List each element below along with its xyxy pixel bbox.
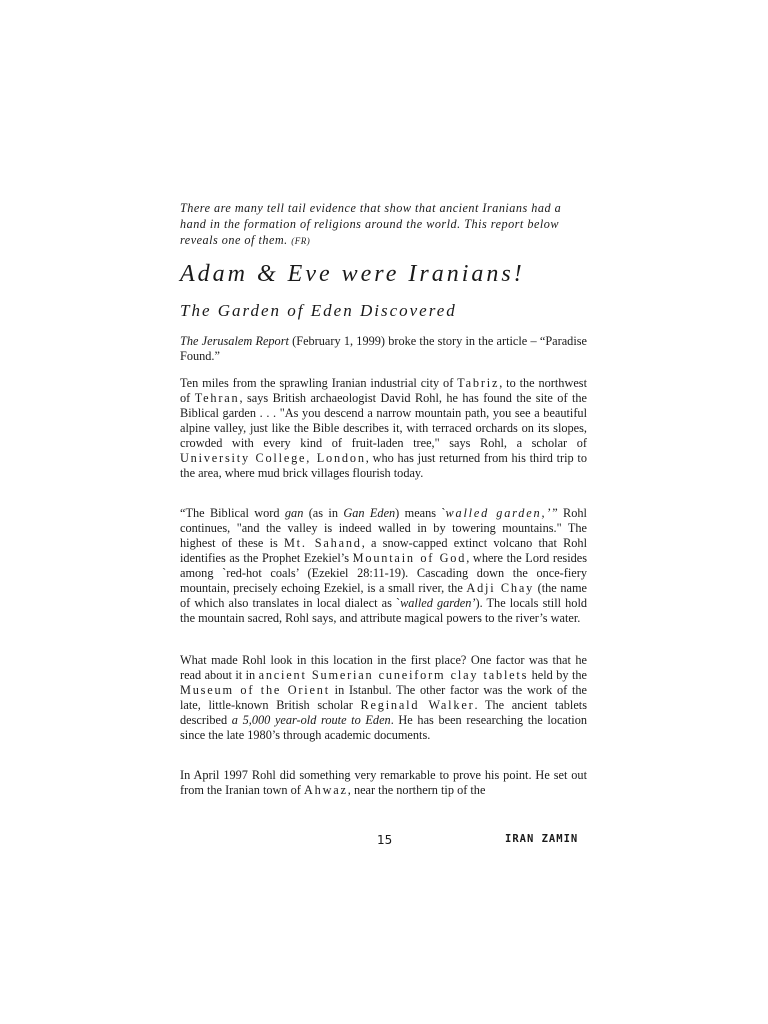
p5-text-b: , near the northern tip of the: [347, 783, 486, 797]
term-gan: gan: [284, 506, 304, 520]
place-tehran: Tehran: [194, 391, 240, 405]
p2-text-b: , to the northwest of: [180, 376, 587, 405]
page-number: 15: [377, 833, 393, 847]
museum-of-the-orient: Museum of the Orient: [180, 683, 330, 697]
paragraph-5: [180, 768, 587, 798]
p2-text-c: , says British archaeologist David Rohl, he has found the site of the Biblical garden . . . "As you descend a narrow mountain path, you see a beautiful alpine valley, just like the Bible describes it, with terraced orchards on its slopes, crowded with every kind of fruit-laden tree," says Rohl, a scholar of: [180, 391, 587, 450]
p3-text-c: ) means `: [395, 506, 446, 520]
p2-text-d: , who has just returned from his third trip to the area, where mud brick villages flourish today.: [180, 451, 587, 480]
reginald-walker: Reginald Walker: [360, 698, 475, 712]
p2-text-a: Ten miles from the sprawling Iranian industrial city of: [180, 376, 458, 390]
route-to-eden: a 5,000 year-old route to Eden: [231, 713, 391, 727]
p4-text-d: . The ancient tablets described: [180, 698, 587, 727]
p4-text-a: What made Rohl look in this location in the first place? One factor was that he read about it in: [180, 653, 587, 682]
term-walled-garden-2: walled garden’: [400, 596, 476, 610]
magazine-name: IRAN ZAMIN: [505, 833, 579, 845]
source-name: The Jerusalem Report: [180, 334, 289, 348]
term-walled-garden: walled garden,’: [445, 506, 553, 520]
p3-text-d: ” Rohl continues, "and the valley is indeed walled in by towering mountains." The highest of these is: [180, 506, 587, 550]
p3-text-b: (as in: [303, 506, 344, 520]
paragraph-2: [180, 376, 587, 481]
paragraph-4: [180, 653, 587, 743]
intro-text: There are many tell tail evidence that show that ancient Iranians had a hand in the formation of religions around the world. This report below reveals one of them.: [180, 201, 562, 247]
place-tabriz: Tabriz: [457, 376, 500, 390]
intro-note: [180, 200, 587, 249]
p5-text-a: In April 1997 Rohl did something very remarkable to prove his point. He set out from the Iranian town of: [180, 768, 587, 797]
p1-text: (February 1, 1999) broke the story in the article – “Paradise Found.”: [180, 334, 587, 363]
term-gan-eden: Gan Eden: [343, 506, 396, 520]
p3-text-e: , a snow-capped extinct volcano that Rohl identifies as the Prophet Ezekiel’s: [180, 536, 587, 565]
p4-text-e: . He has been researching the location since the late 1980’s through academic documents.: [180, 713, 587, 742]
p3-text-h: ). The locals still hold the mountain sacred, Rohl says, and attribute magical powers to the river’s water.: [180, 596, 588, 625]
place-ahwaz: Ahwaz: [303, 783, 348, 797]
intro-tag: (FR): [291, 236, 311, 246]
p4-text-b: held by the: [528, 668, 587, 682]
paragraph-1: [180, 334, 587, 364]
p3-text-f: , where the Lord resides among `red-hot coals’ (Ezekiel 28:11-19). Cascading down the once-fiery mountain, precisely echoing Ezekiel, is a small river, the: [180, 551, 588, 595]
p3-text-g: (the name of which also translates in local dialect as `: [180, 581, 587, 610]
article-title: Adam & Eve were Iranians!: [180, 261, 525, 287]
university-college: University College, London: [180, 451, 366, 465]
p3-text-a: “The Biblical word: [180, 506, 285, 520]
place-mt-sahand: Mt. Sahand: [283, 536, 362, 550]
mountain-of-god: Mountain of God: [352, 551, 467, 565]
river-adji-chay: Adji Chay: [466, 581, 535, 595]
sumerian-tablets: ancient Sumerian cuneiform clay tablets: [258, 668, 529, 682]
paragraph-3: [180, 506, 587, 626]
article-subtitle: The Garden of Eden Discovered: [180, 301, 457, 320]
p4-text-c: in Istanbul. The other factor was the work of the late, little-known British scholar: [180, 683, 587, 712]
